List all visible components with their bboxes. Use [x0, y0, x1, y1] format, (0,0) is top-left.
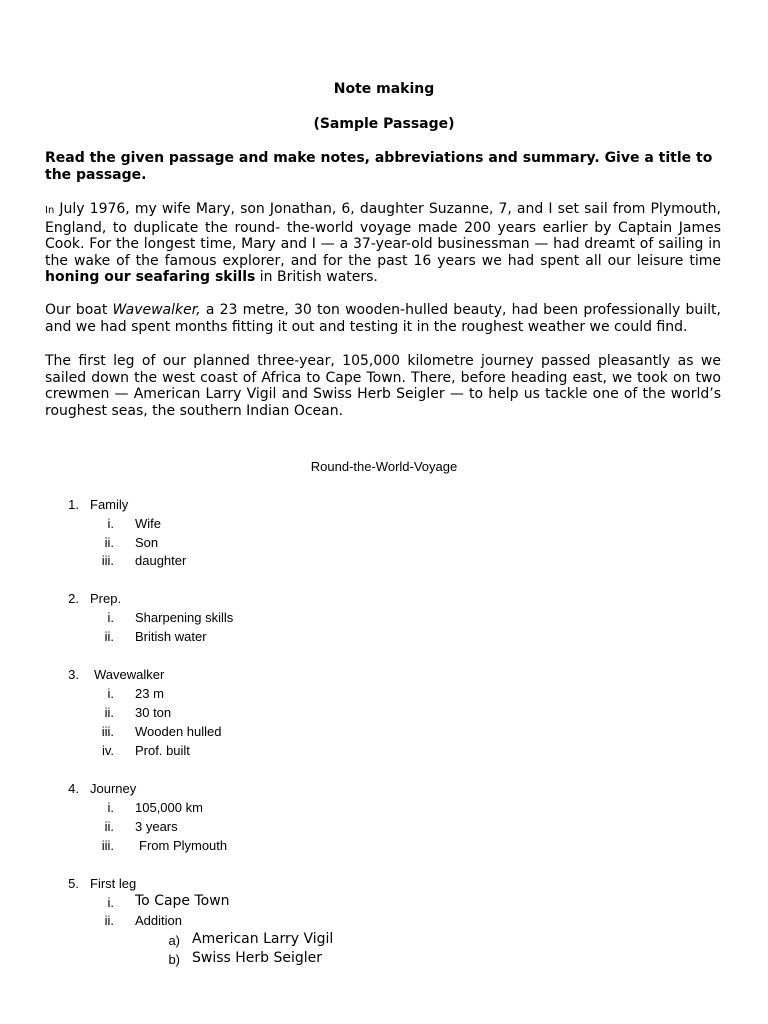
- section-heading: First leg: [90, 876, 137, 891]
- section-number: 2.: [68, 591, 79, 606]
- boat-name: Wavewalker,: [112, 302, 201, 318]
- passage-paragraph-3: The first leg of our planned three-year, 105,000 kilometre journey passed pleasantly as we sailed down the west coast of Africa to Cape Town. There, before heading east, we took on two crewmen — American Larry Vigil and Swiss Herb Seigler — to help us tackle one of the world’s roughest seas, the southern Indian Ocean.: [45, 353, 721, 419]
- sub-list-item: American Larry Vigil: [192, 931, 334, 947]
- dropcap: In: [45, 205, 55, 216]
- subitem-letter: a): [168, 933, 180, 948]
- list-item: To Cape Town: [135, 893, 230, 909]
- list-item: daughter: [135, 553, 187, 568]
- section-heading: Prep.: [90, 591, 122, 606]
- item-number: iii.: [101, 838, 114, 853]
- item-number: ii.: [104, 705, 114, 720]
- item-number: iv.: [101, 743, 114, 758]
- sub-list-item: Swiss Herb Seigler: [192, 950, 323, 966]
- instruction-text: Read the given passage and make notes, abbreviations and summary. Give a title to the passage.: [45, 150, 713, 183]
- paragraph-text: a 23 metre, 30 ton wooden-hulled beauty, had been professionally built, and we had spent months fitting it out and testing it in the roughest weather we could find.: [45, 302, 721, 335]
- list-item: From Plymouth: [139, 838, 228, 853]
- list-item: Addition: [135, 913, 182, 928]
- bold-phrase: honing our seafaring skills: [45, 269, 256, 286]
- section-number: 3.: [68, 667, 79, 682]
- paragraph-text: Our boat: [45, 302, 113, 318]
- page-title: Note making: [333, 81, 435, 97]
- item-number: iii.: [101, 724, 114, 739]
- item-number: i.: [107, 610, 114, 625]
- page-subtitle: (Sample Passage): [313, 116, 455, 132]
- list-item: Sharpening skills: [135, 610, 234, 625]
- list-item: Son: [135, 535, 159, 550]
- section-number: 4.: [68, 781, 79, 796]
- section-number: 1.: [68, 497, 79, 512]
- list-item: 30 ton: [135, 705, 172, 720]
- item-number: i.: [107, 895, 114, 910]
- paragraph-text: in British waters.: [255, 269, 378, 286]
- item-number: ii.: [104, 629, 114, 644]
- list-item: Wooden hulled: [135, 724, 222, 739]
- item-number: ii.: [104, 535, 114, 550]
- item-number: ii.: [104, 913, 114, 928]
- item-number: i.: [107, 686, 114, 701]
- list-item: Prof. built: [135, 743, 190, 758]
- item-number: ii.: [104, 819, 114, 834]
- notes-title: Round-the-World-Voyage: [310, 459, 458, 474]
- list-item: Wife: [135, 516, 161, 531]
- section-heading: Journey: [90, 781, 137, 796]
- item-number: i.: [107, 800, 114, 815]
- list-item: 3 years: [135, 819, 178, 834]
- item-number: i.: [107, 516, 114, 531]
- list-item: British water: [135, 629, 207, 644]
- paragraph-text: July 1976, my wife Mary, son Jonathan, 6, daughter Suzanne, 7, and I set sail from Plymouth, England, to duplicate the round- the-world voyage made 200 years earlier by Captain James Cook. For the longest time, Mary and I — a 37-year-old businessman — had dreamt of sailing in the wake of the famous explorer, and for the past 16 years we had spent all our leisure time: [45, 201, 721, 269]
- section-heading: Family: [90, 497, 129, 512]
- item-number: iii.: [101, 553, 114, 568]
- list-item: 23 m: [135, 686, 164, 701]
- section-heading: Wavewalker: [94, 667, 165, 682]
- list-item: 105,000 km: [135, 800, 203, 815]
- section-number: 5.: [68, 876, 79, 891]
- subitem-letter: b): [168, 952, 180, 967]
